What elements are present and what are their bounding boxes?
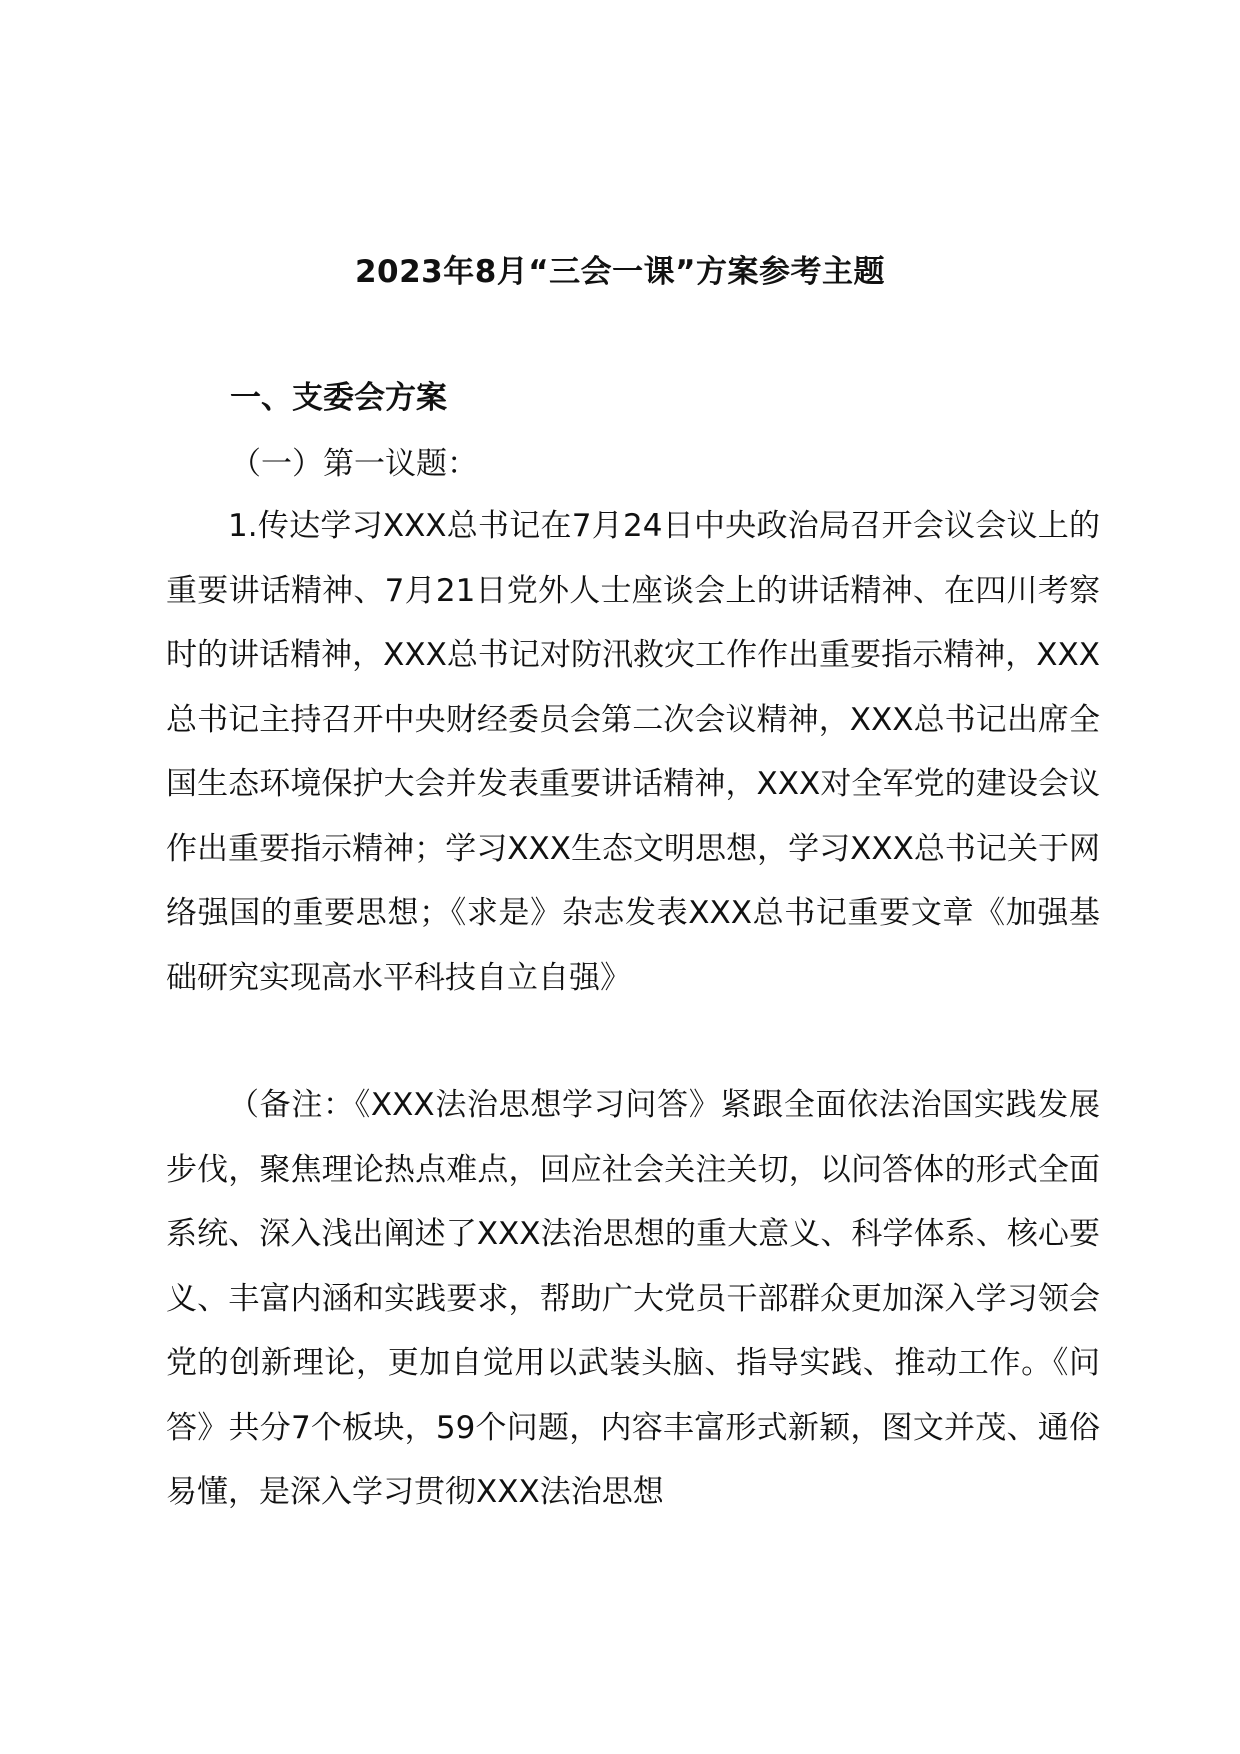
document-title: 2023年8月“三会一课”方案参考主题: [354, 254, 886, 290]
body-paragraph-1: 1.传达学习XXX总书记在7月24日中央政治局召开会议会议上的重要讲话精神、7月21日党外人士座谈会上的讲话精神、在四川考察时的讲话精神，XXX总书记对防汛救灾工作作出重要指示精神，XXX总书记主持召开中央财经委员会第二次会议精神，XXX总书记出席全国生态环境保护大会并发表重要讲话精神，XXX对全军党的建设会议作出重要指示精神；学习XXX生态文明思想，学习XXX总书记关于网络强国的重要思想；《求是》杂志发表XXX总书记重要文章《加强基础研究实现高水平科技自立自强》: [166, 508, 1100, 996]
section-heading: 一、支委会方案: [230, 380, 447, 416]
body-paragraph-2: （备注：《XXX法治思想学习问答》紧跟全面依法治国实践发展步伐，聚焦理论热点难点，回应社会关注关切，以问答体的形式全面系统、深入浅出阐述了XXX法治思想的重大意义、科学体系、核心要义、丰富内涵和实践要求，帮助广大党员干部群众更加深入学习领会党的创新理论，更加自觉用以武装头脑、指导实践、推动工作。《问答》共分7个板块，59个问题，内容丰富形式新颖，图文并茂、通俗易懂，是深入学习贯彻XXX法治思想: [166, 1087, 1100, 1510]
subsection-heading: （一）第一议题：: [230, 446, 478, 482]
